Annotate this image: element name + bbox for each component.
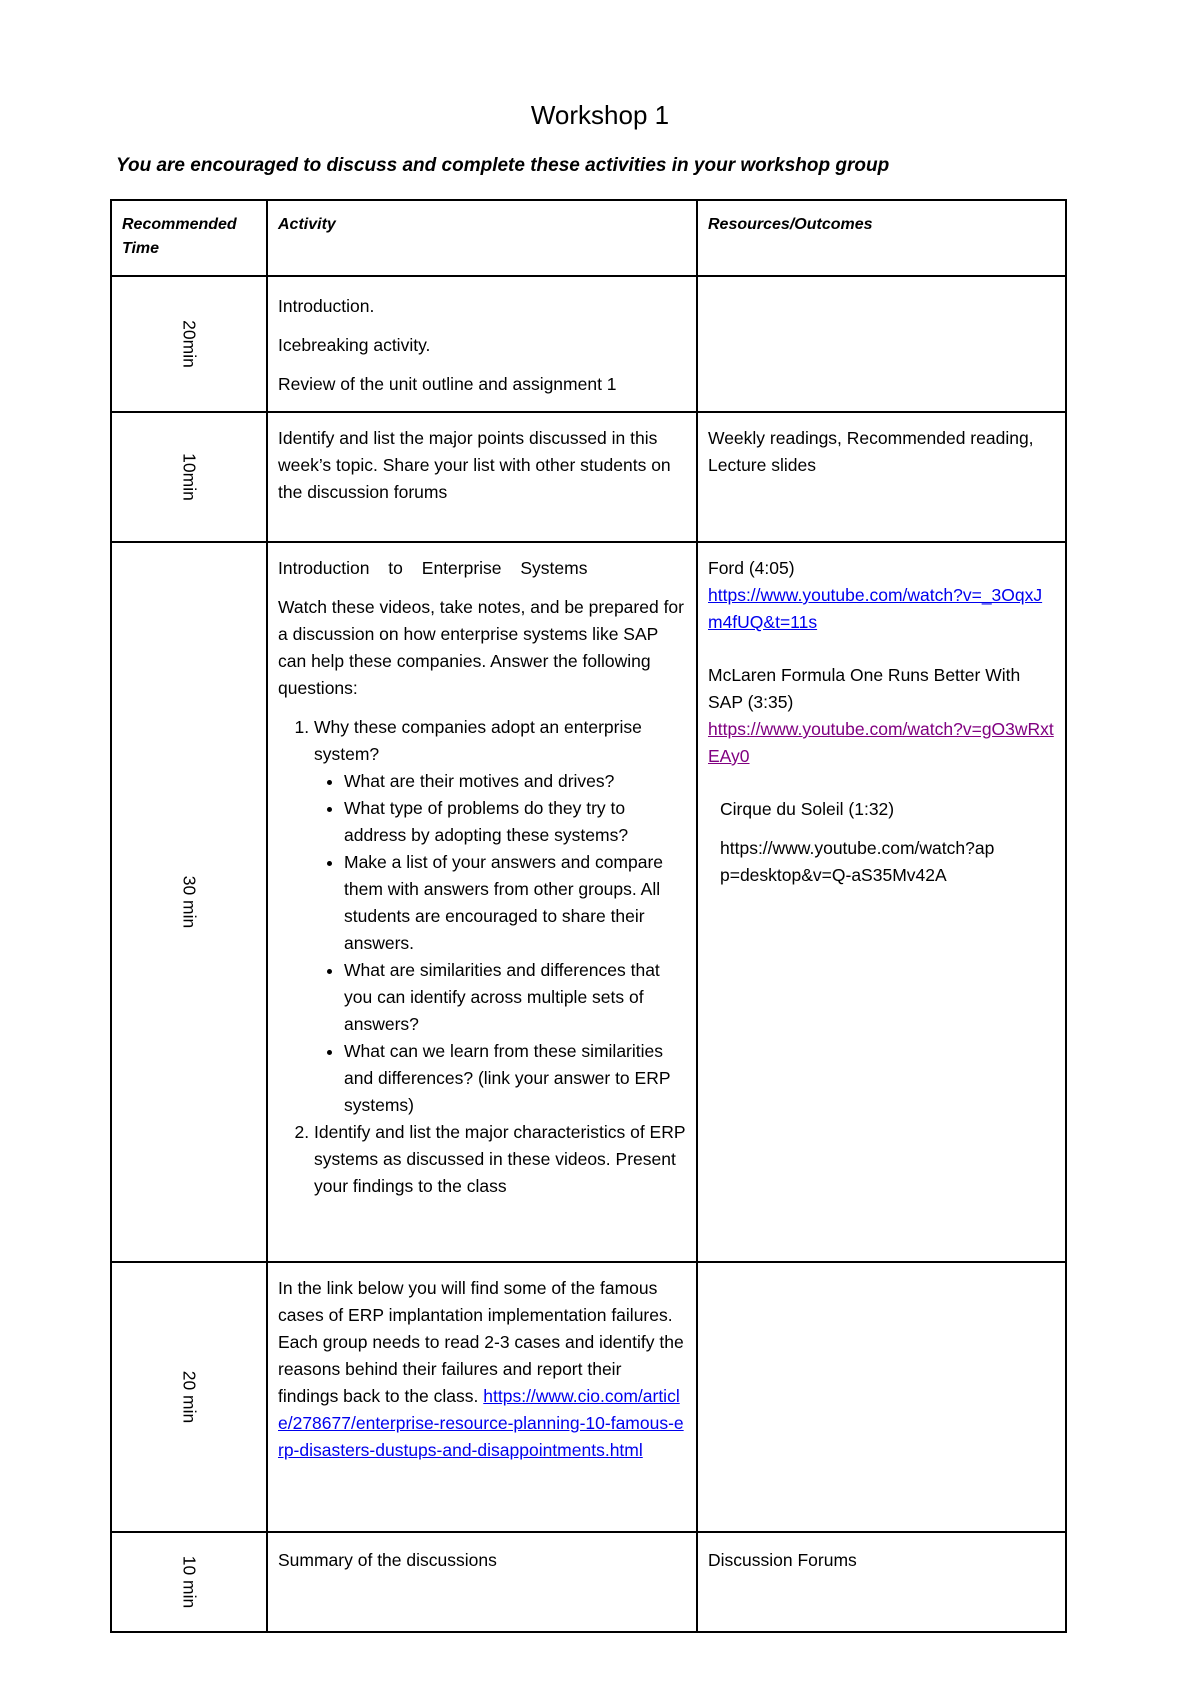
activity-cell <box>267 1262 697 1532</box>
activity-intro: Watch these videos, take notes, and be prepared for a discussion on how enterprise systems like SAP can help these companies. Answer the following questions: <box>278 597 684 698</box>
resources-cell <box>697 1262 1066 1532</box>
resource-title: Cirque du Soleil (1:32) <box>720 799 895 819</box>
resources-cell <box>697 1532 1066 1632</box>
table-row <box>111 276 1066 412</box>
activity-text: Identify and list the major points discussed in this week’s topic. Share your list with other students on the discussion forums <box>278 428 671 502</box>
activity-line: Icebreaking activity. <box>278 335 431 355</box>
time-value: 20 min <box>179 1370 200 1424</box>
header-recommended-time: Recommended Time <box>111 200 267 276</box>
question-bullets <box>314 768 686 1119</box>
table-header-row <box>111 200 1066 276</box>
time-value: 10 min <box>179 1555 200 1609</box>
time-value: 30 min <box>179 875 200 929</box>
table-row <box>111 1532 1066 1632</box>
activity-text: Summary of the discussions <box>278 1550 497 1570</box>
bullet-item: • What type of problems do they try to address by adopting these systems? <box>344 795 686 849</box>
resource-mclaren <box>708 662 1055 770</box>
bullet-item: • What can we learn from these similarities and differences? (link your answer to ERP systems) <box>344 1038 686 1119</box>
activity-line: Introduction. <box>278 296 375 316</box>
question-text: Why these companies adopt an enterprise system? <box>314 717 642 764</box>
activity-heading: Introduction to Enterprise Systems <box>278 558 588 578</box>
mclaren-video-link[interactable]: https://www.youtube.com/watch?v=gO3wRxtEAy0 <box>708 719 1054 766</box>
resources-cell <box>697 412 1066 542</box>
page-subtitle: You are encouraged to discuss and complete these activities in your workshop group <box>116 155 890 176</box>
activity-cell <box>267 542 697 1262</box>
cirque-video-link[interactable]: https://www.youtube.com/watch?app=desktop&v=Q-aS35Mv42A <box>720 838 995 885</box>
bullet-item: • Make a list of your answers and compare them with answers from other groups. All students are encouraged to share their answers. <box>344 849 686 957</box>
resource-cirque <box>708 796 1055 889</box>
activity-cell <box>267 276 697 412</box>
bullet-item: • What are similarities and differences that you can identify across multiple sets of answers? <box>344 957 686 1038</box>
question-item <box>314 714 686 1119</box>
resource-title: McLaren Formula One Runs Better With SAP (3:35) <box>708 665 1021 712</box>
table-row <box>111 542 1066 1262</box>
activity-text: In the link below you will find some of the famous cases of ERP implantation implementation failures. Each group needs to read 2-3 cases and identify the reasons behind their failures and report their findings back to the class. <box>278 1278 684 1406</box>
page-title: Workshop 1 <box>530 100 670 130</box>
resources-cell <box>697 276 1066 412</box>
activity-line: Review of the unit outline and assignment 1 <box>278 374 617 394</box>
cio-article-link[interactable]: https://www.cio.com/article/278677/enterprise-resource-planning-10-famous-erp-disasters-dustups-and-disappointments.html <box>278 1386 684 1460</box>
workshop-table <box>110 199 1067 1633</box>
question-text: Identify and list the major characteristics of ERP systems as discussed in these videos. Present your findings to the class <box>314 1122 686 1196</box>
time-cell <box>111 412 267 542</box>
questions-list <box>278 714 686 1200</box>
time-cell <box>111 276 267 412</box>
time-value: 20min <box>179 320 200 368</box>
resource-ford <box>708 555 1055 636</box>
time-cell <box>111 542 267 1262</box>
time-cell <box>111 1262 267 1532</box>
activity-cell <box>267 1532 697 1632</box>
time-value: 10min <box>179 453 200 501</box>
time-cell <box>111 1532 267 1632</box>
header-resources: Resources/Outcomes <box>697 200 1066 276</box>
activity-cell <box>267 412 697 542</box>
ford-video-link[interactable]: https://www.youtube.com/watch?v=_3OqxJm4fUQ&t=11s <box>708 585 1043 632</box>
bullet-item: • What are their motives and drives? <box>344 768 686 795</box>
resource-title: Ford (4:05) <box>708 558 795 578</box>
question-item <box>314 1119 686 1200</box>
table-row <box>111 1262 1066 1532</box>
resources-text: Weekly readings, Recommended reading, Lecture slides <box>708 428 1034 475</box>
resources-text: Discussion Forums <box>708 1550 857 1570</box>
table-row <box>111 412 1066 542</box>
resources-cell <box>697 542 1066 1262</box>
header-activity: Activity <box>267 200 697 276</box>
